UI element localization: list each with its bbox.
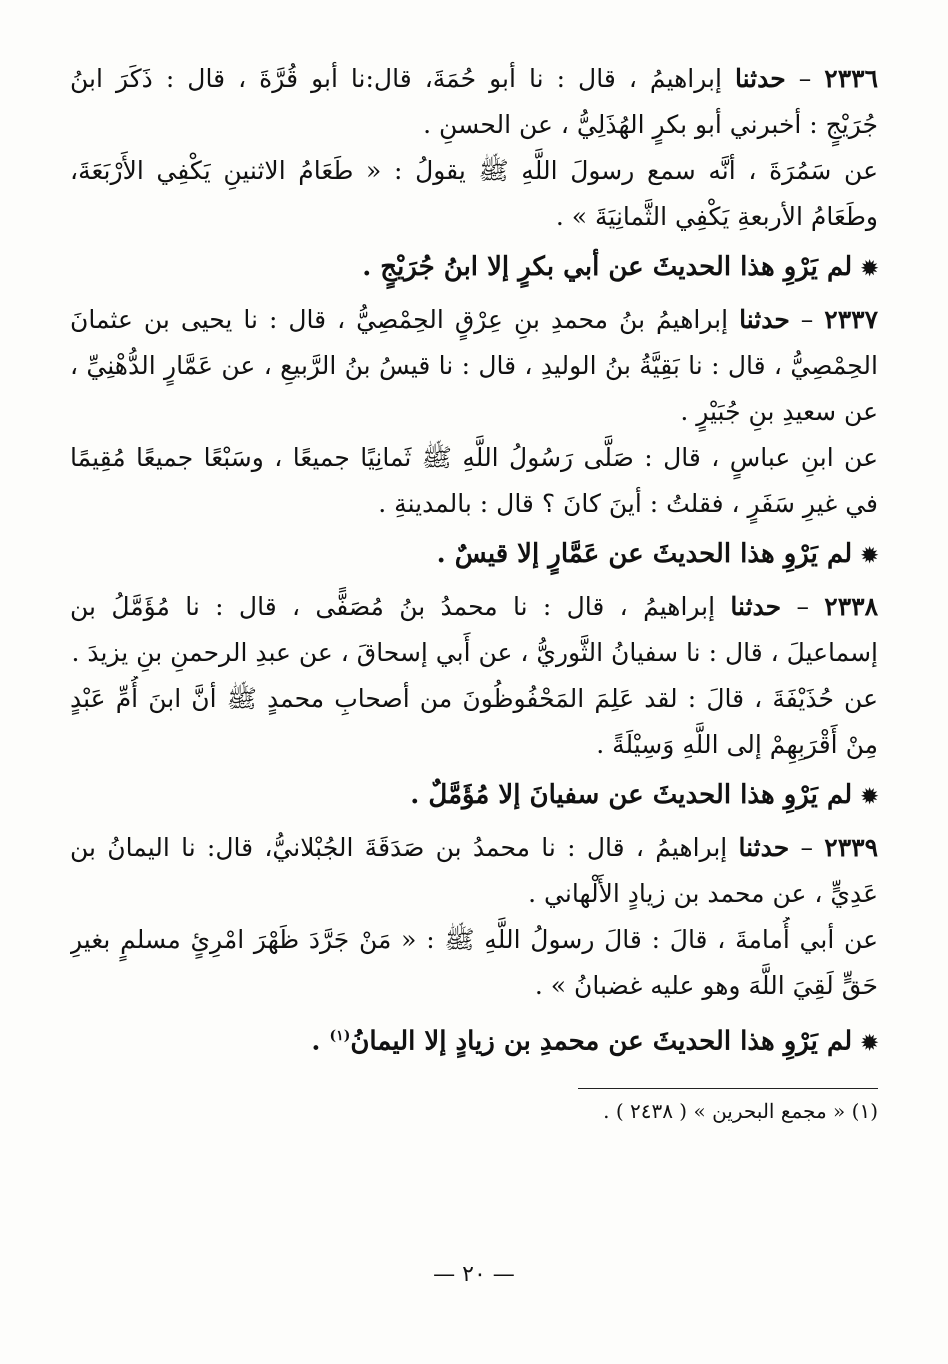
note-text: لم يَرْوِ هذا الحديثَ عن أبي بكرٍ إلا ابنُ جُرَيْجٍ . — [362, 252, 853, 282]
isnad-line: الحِمْصِيُّ ، قال : نا بَقِيَّةُ بنُ الوليدِ ، قال : نا قيسُ بنُ الرَّبيعِ ، عن عَمَّارٍ الدُّهْنِيِّ ، — [70, 351, 878, 380]
matn-line: مِنْ أَقْرَبِهِمْ إلى اللَّهِ وَسِيْلَةً . — [596, 730, 878, 759]
hadith-number: ٢٣٣٩ — [824, 833, 878, 862]
matn-line: في غيرِ سَفَرٍ ، فقلتُ : أينَ كانَ ؟ قال : بالمدينةِ . — [378, 489, 878, 518]
star-icon: ✹ — [861, 784, 878, 808]
narration-note — [70, 242, 878, 293]
isnad-text: إبراهيمُ ، قال : نا محمدُ بنُ مُصَفًّى ، قال : نا مُؤَمَّلُ بن — [70, 592, 716, 621]
narration-note — [70, 770, 878, 821]
matn-line: حَقٍّ لَقِيَ اللَّهَ وهو عليه غضبانُ » . — [534, 971, 878, 1000]
hadith-lead: حدثنا — [730, 592, 782, 621]
isnad-text: إبراهيمُ ، قال : نا محمدُ بن صَدَقَةَ الجُبْلانيُّ، قال: نا اليمانُ بن — [70, 833, 728, 862]
star-icon: ✹ — [861, 543, 878, 567]
footnote-divider — [578, 1088, 878, 1089]
isnad-line: جُرَيْجٍ : أخبرني أبو بكرٍ الهُذَلِيُّ ، عن الحسنِ . — [423, 110, 878, 139]
isnad-line: ٢٣٣٨ – حدثنا إبراهيمُ ، قال : نا محمدُ بنُ مُصَفًّى ، قال : نا مُؤَمَّلُ بن — [70, 592, 878, 621]
footnote-marker: (١) — [329, 1028, 351, 1044]
footnote: (١) « مجمع البحرين » ( ٢٤٣٨ ) . — [603, 1098, 878, 1123]
hadith-2339 — [70, 825, 878, 1068]
narration-note: ✹ لم يَرْوِ هذا الحديثَ عن محمدِ بن زيادٍ إلا اليمانُ$^{(١)}$ . — [311, 1026, 878, 1057]
isnad-line: ٢٣٣٦ – حدثنا إبراهيمُ ، قال : نا أبو حُمَةَ، قال:نا أبو قُرَّةَ ، قال : ذَكَرَ ابنُ — [70, 64, 878, 93]
matn-line: عن سَمُرَةَ ، أنَّه سمع رسولَ اللَّهِ ﷺ يقولُ : « طَعَامُ الاثنينِ يَكْفِي الأَرْبَعَةَ، — [70, 156, 878, 185]
matn-line: عن أبي أُمامةَ ، قالَ : قالَ رسولُ اللَّهِ ﷺ : « مَنْ جَرَّدَ ظَهْرَ امْرِئٍ مسلمٍ بغيرِ — [70, 925, 878, 954]
matn-line: عن ابنِ عباسٍ ، قال : صَلَّى رَسُولُ اللَّهِ ﷺ ثَمانِيًا جميعًا ، وسَبْعًا جميعًا مُقِيمًا — [70, 443, 878, 472]
star-icon: ✹ — [861, 1030, 878, 1055]
matn-line: عن حُذَيْفَةَ ، قالَ : لقد عَلِمَ المَحْفُوظُونَ من أصحابِ محمدٍ ﷺ أنَّ ابنَ أُمِّ عَبْدٍ — [70, 684, 878, 713]
isnad-text: إبراهيمُ بنُ محمدِ بنِ عِرْقٍ الحِمْصِيُّ ، قال : نا يحيى بن عثمانَ — [70, 305, 729, 334]
narration-note — [70, 529, 878, 580]
hadith-number: ٢٣٣٧ — [824, 305, 878, 334]
isnad-line: إسماعيلَ ، قال : نا سفيانُ الثَّوريُّ ، عن أَبي إسحاقَ ، عن عبدِ الرحمنِ بنِ يزيدَ . — [71, 638, 878, 667]
matn-line: وطَعَامُ الأربعةِ يَكْفِي الثَّمانِيَةَ » . — [555, 202, 878, 231]
hadith-number: ٢٣٣٨ — [824, 592, 878, 621]
isnad-text: إبراهيمُ ، قال : نا أبو حُمَةَ، قال:نا أبو قُرَّةَ ، قال : ذَكَرَ ابنُ — [70, 64, 722, 93]
hadith-lead: حدثنا — [738, 833, 790, 862]
isnad-line: ٢٣٣٧ – حدثنا إبراهيمُ بنُ محمدِ بنِ عِرْقٍ الحِمْصِيُّ ، قال : نا يحيى بن عثمانَ — [70, 305, 878, 334]
hadith-2337 — [70, 297, 878, 580]
isnad-line: ٢٣٣٩ – حدثنا إبراهيمُ ، قال : نا محمدُ بن صَدَقَةَ الجُبْلانيُّ، قال: نا اليمانُ بن — [70, 833, 878, 862]
note-text: لم يَرْوِ هذا الحديثَ عن سفيانَ إلا مُؤَمَّلٌ . — [410, 780, 853, 810]
page-number: — ٢٠ — — [433, 1262, 515, 1287]
hadith-2338 — [70, 584, 878, 821]
hadith-lead: حدثنا — [739, 305, 790, 334]
note-text: لم يَرْوِ هذا الحديثَ عن عَمَّارٍ إلا قيسٌ . — [436, 539, 853, 569]
note-text: لم يَرْوِ هذا الحديثَ عن محمدِ بن زيادٍ إلا اليمانُ — [350, 1026, 853, 1057]
hadith-lead: حدثنا — [735, 64, 786, 93]
isnad-line: عَدِيٍّ ، عن محمد بن زيادٍ الأَلْهاني . — [528, 879, 878, 908]
isnad-line: عن سعيدِ بنِ جُبَيْرٍ . — [680, 397, 878, 426]
star-icon: ✹ — [861, 256, 878, 280]
hadith-2336 — [70, 56, 878, 293]
hadith-number: ٢٣٣٦ — [824, 64, 878, 93]
